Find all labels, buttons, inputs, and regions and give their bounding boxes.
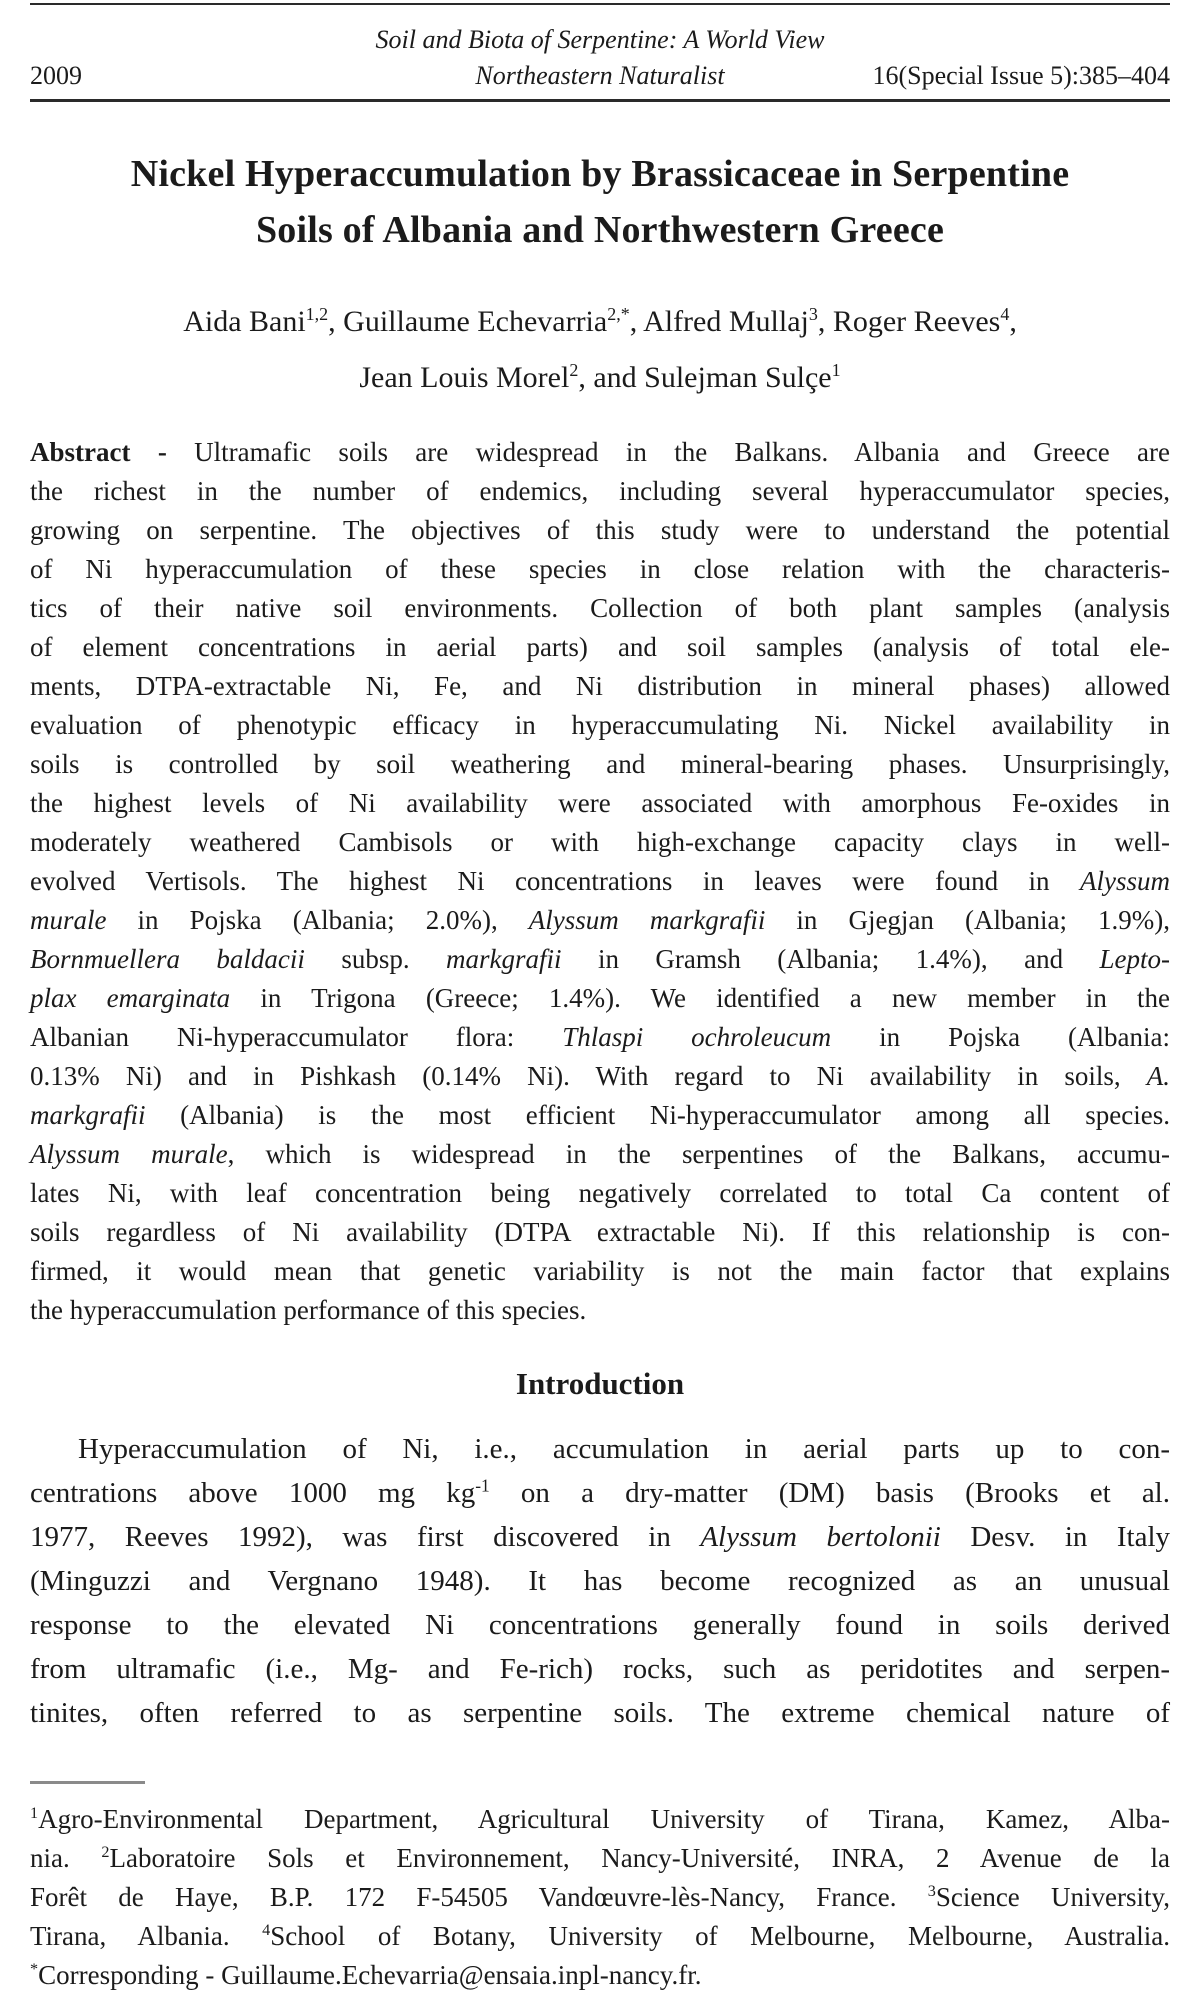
text-line: Aida Bani$^{1,2}$, Guillaume Echevarria$^{2,*}$, Alfred Mullaj$^3$, Roger Reeves$^4$, bbox=[183, 304, 1017, 338]
text-line: (Minguzzi and Vergnano 1948). It has become recognized as an unusual bbox=[30, 1565, 1170, 1597]
text-line: moderately weathered Cambisols or with high-exchange capacity clays in well- bbox=[30, 827, 1170, 857]
text-line: centrations above 1000 mg $kg^{-1}$ on a dry-matter (DM) basis (Brooks et al. bbox=[30, 1475, 1170, 1509]
introduction-section bbox=[30, 1427, 1170, 1735]
text-line: Hyperaccumulation of Ni, i.e., accumulation in aerial parts up to con- bbox=[78, 1433, 1170, 1465]
text-line: the hyperaccumulation performance of this species. bbox=[30, 1295, 587, 1325]
journal-header bbox=[30, 22, 1170, 94]
text-line: nia. $^2$Laboratoire Sols et Environnement, Nancy-Université, INRA, 2 Avenue de la bbox=[30, 1843, 1170, 1873]
text-line: from ultramafic (i.e., Mg- and Fe-rich) rocks, such as peridotites and serpen- bbox=[30, 1653, 1170, 1685]
text-line: ments, DTPA-extractable Ni, Fe, and Ni distribution in mineral phases) allowed bbox=[30, 671, 1170, 701]
article-title bbox=[30, 146, 1170, 258]
series-title: Soil and Biota of Serpentine: A World View bbox=[375, 25, 825, 54]
text-line: evolved Vertisols. The highest Ni concentrations in leaves were found in Alyssum bbox=[30, 866, 1170, 896]
text-line: response to the elevated Ni concentrations generally found in soils derived bbox=[30, 1609, 1170, 1641]
text-line: firmed, it would mean that genetic variability is not the main factor that explains bbox=[30, 1256, 1170, 1286]
text-line: murale in Pojska (Albania; 2.0%), Alyssum markgrafii in Gjegjan (Albania; 1.9%), bbox=[30, 905, 1170, 935]
text-line: Abstract - Ultramafic soils are widespread in the Balkans. Albania and Greece are bbox=[30, 437, 1171, 467]
section-heading-introduction: Introduction bbox=[515, 1366, 685, 1401]
text-line: Forêt de Haye, B.P. 172 F-54505 Vandœuvre-lès-Nancy, France. $^3$Science University, bbox=[30, 1882, 1170, 1912]
text-line: plax emarginata in Trigona (Greece; 1.4%). We identified a new member in the bbox=[30, 983, 1170, 1013]
text-line: 1977, Reeves 1992), was first discovered in Alyssum bertolonii Desv. in Italy bbox=[30, 1521, 1171, 1553]
text-line: markgrafii (Albania) is the most efficient Ni-hyperaccumulator among all species. bbox=[30, 1100, 1170, 1130]
text-line: tics of their native soil environments. Collection of both plant samples (analysis bbox=[30, 593, 1170, 623]
text-line: evaluation of phenotypic efficacy in hyperaccumulating Ni. Nickel availability in bbox=[30, 710, 1170, 740]
text-line: Albanian Ni-hyperaccumulator flora: Thlaspi ochroleucum in Pojska (Albania: bbox=[30, 1022, 1170, 1052]
footnote-separator bbox=[30, 1781, 145, 1784]
text-line: Jean Louis Morel$^2$, and Sulejman Sulçe$^1$ bbox=[359, 360, 841, 394]
text-line: soils regardless of Ni availability (DTPA extractable Ni). If this relationship is con- bbox=[30, 1217, 1170, 1247]
text-line: the richest in the number of endemics, including several hyperaccumulator species, bbox=[30, 476, 1170, 506]
text-line: of Ni hyperaccumulation of these species in close relation with the characteris- bbox=[30, 554, 1170, 584]
text-line: 0.13% Ni) and in Pishkash (0.14% Ni). With regard to Ni availability in soils, A. bbox=[30, 1061, 1170, 1091]
text-line: the highest levels of Ni availability were associated with amorphous Fe-oxides in bbox=[30, 788, 1170, 818]
text-line: of element concentrations in aerial parts) and soil samples (analysis of total ele- bbox=[30, 632, 1170, 662]
text-line: soils is controlled by soil weathering and mineral-bearing phases. Unsurprisingly, bbox=[30, 749, 1170, 779]
text-line: lates Ni, with leaf concentration being negatively correlated to total Ca content of bbox=[30, 1178, 1170, 1208]
text-line: Tirana, Albania. $^4$School of Botany, University of Melbourne, Melbourne, Australia. bbox=[30, 1921, 1171, 1951]
publication-year: 2009 bbox=[30, 61, 82, 90]
journal-info-row bbox=[30, 58, 1170, 94]
text-line: *Corresponding - Guillaume.Echevarria@ensaia.inpl-nancy.fr. bbox=[30, 1960, 702, 1990]
volume-citation: 16(Special Issue 5):385–404 bbox=[872, 61, 1170, 90]
author-list bbox=[30, 294, 1170, 406]
top-rule bbox=[30, 3, 1170, 5]
text-line: $^1$Agro-Environmental Department, Agricultural University of Tirana, Kamez, Alba- bbox=[30, 1804, 1170, 1834]
text-line: Alyssum murale, which is widespread in the serpentines of the Balkans, accumu- bbox=[30, 1139, 1170, 1169]
text-line: Bornmuellera baldacii subsp. markgrafii in Gramsh (Albania; 1.4%), and Lepto- bbox=[30, 944, 1170, 974]
footnotes-section bbox=[30, 1800, 1170, 1995]
article-title-line-1: Nickel Hyperaccumulation by Brassicaceae in Serpentine bbox=[130, 153, 1070, 195]
abstract-section bbox=[30, 433, 1170, 1330]
journal-name: Northeastern Naturalist bbox=[475, 61, 725, 90]
header-rule bbox=[30, 99, 1170, 102]
article-title-line-2: Soils of Albania and Northwestern Greece bbox=[255, 209, 945, 251]
series-title-row bbox=[30, 22, 1170, 58]
text-line: growing on serpentine. The objectives of this study were to understand the potential bbox=[30, 515, 1170, 545]
text-line: tinites, often referred to as serpentine soils. The extreme chemical nature of bbox=[30, 1697, 1170, 1729]
